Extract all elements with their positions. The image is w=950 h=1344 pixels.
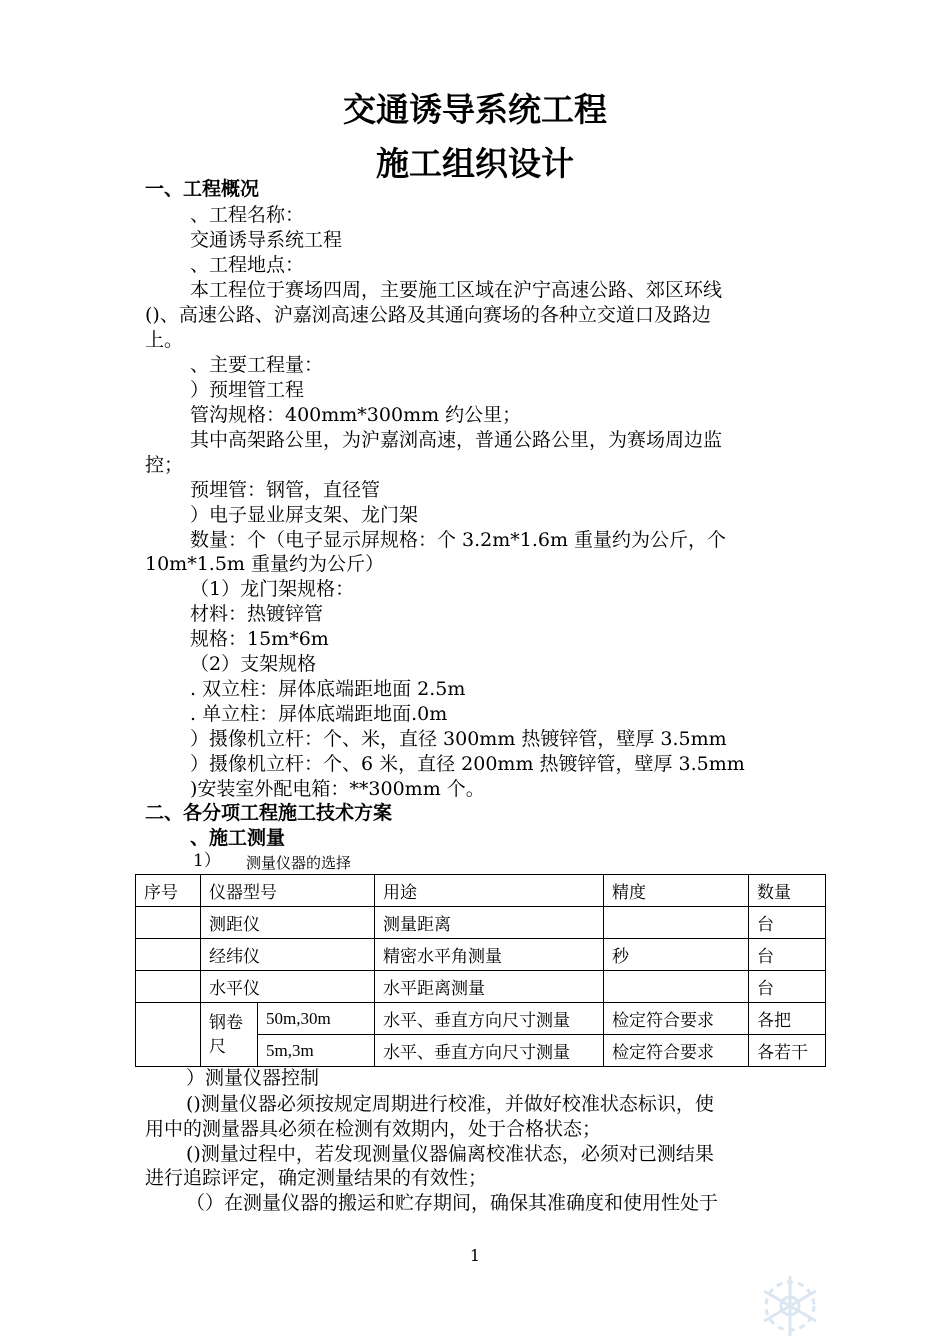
table-cell [136,971,201,1003]
body-line: ）摄像机立杆：个、米，直径 300mm 热镀锌管，壁厚 3.5mm [190,728,727,750]
table-cell [136,1003,201,1067]
body-line: 、工程地点： [190,254,305,276]
table-cell [604,907,749,939]
table-cell: 精密水平角测量 [375,939,604,971]
body-line: ()测量过程中，若发现测量仪器偏离校准状态，必须对已测结果 [186,1143,714,1165]
body-line: ）预埋管工程 [190,379,305,401]
body-line: （1）龙门架规格： [190,578,355,600]
instrument-table [135,874,826,1067]
body-line: （）在测量仪器的搬运和贮存期间，确保其准确度和使用性处于 [186,1192,719,1214]
section-heading-overview: 一、工程概况 [145,178,260,200]
tape-measure-name-cell: 钢卷尺 [201,1003,258,1067]
table-header-row [136,875,826,907]
body-line: ）摄像机立杆：个、6 米，直径 200mm 热镀锌管，壁厚 3.5mm [190,753,745,775]
header-cell: 用途 [375,875,604,907]
body-line: 用中的测量器具必须在检测有效期内，处于合格状态； [145,1118,602,1140]
table-cell [136,939,201,971]
document-title-line1: 交通诱导系统工程 [343,90,607,129]
table-cell: 台 [749,939,826,971]
table-cell: 检定符合要求 [604,1035,749,1067]
body-line: 其中高架路公里，为沪嘉浏高速，普通公路公里，为赛场周边监 [190,429,723,451]
table-row [136,939,826,971]
table-cell: 测量距离 [375,907,604,939]
table-cell: 水平仪 [201,971,375,1003]
body-line: 、工程名称： [190,204,305,226]
header-cell: 数量 [749,875,826,907]
table-caption: 测量仪器的选择 [246,854,352,872]
subsection-heading-survey: 、施工测量 [190,827,286,849]
table-row [136,971,826,1003]
table-cell: 水平距离测量 [375,971,604,1003]
table-cell: 测距仪 [201,907,375,939]
body-line: 控； [145,454,184,476]
table-cell: 各把 [749,1003,826,1035]
header-cell: 精度 [604,875,749,907]
body-line: （2）支架规格 [190,653,317,675]
snowflake-watermark-icon [756,1272,824,1340]
page-number: 1 [469,1246,481,1265]
table-cell: 水平、垂直方向尺寸测量 [375,1003,604,1035]
body-line: ()、高速公路、沪嘉浏高速公路及其通向赛场的各种立交道口及路边 [145,304,711,326]
header-cell: 序号 [136,875,201,907]
table-cell: 各若干 [749,1035,826,1067]
body-line: 材料：热镀锌管 [190,603,324,625]
table-cell: 50m,30m [258,1003,375,1035]
body-line: 数量：个（电子显示屏规格：个 3.2m*1.6m 重量约为公斤，个 [190,529,727,551]
body-line: . 单立柱：屏体底端距地面.0m [190,703,448,725]
header-cell: 仪器型号 [201,875,375,907]
table-caption-number: 1） [193,851,221,871]
table-cell: 秒 [604,939,749,971]
body-line: 规格：15m*6m [190,628,329,650]
table-cell: 经纬仪 [201,939,375,971]
table-cell: 水平、垂直方向尺寸测量 [375,1035,604,1067]
body-line: 预埋管：钢管，直径管 [190,479,381,501]
body-line: ()测量仪器必须按规定周期进行校准，并做好校准状态标识，使 [186,1093,714,1115]
table-cell: 台 [749,971,826,1003]
document-title-line2: 施工组织设计 [376,144,574,183]
body-line: ）电子显业屏支架、龙门架 [190,504,419,526]
table-row [136,1003,826,1035]
table-cell [136,907,201,939]
body-line: . 双立柱：屏体底端距地面 2.5m [190,678,466,700]
body-line: 10m*1.5m 重量约为公斤） [145,553,384,575]
body-line: ）测量仪器控制 [186,1067,320,1089]
body-line: )安装室外配电箱：**300mm 个。 [190,778,485,800]
section-heading-technical: 二、各分项工程施工技术方案 [145,802,393,824]
body-line: 交通诱导系统工程 [190,229,343,251]
table-cell: 台 [749,907,826,939]
body-line: 、主要工程量： [190,354,324,376]
body-line: 进行追踪评定，确定测量结果的有效性； [145,1167,488,1189]
table-cell: 检定符合要求 [604,1003,749,1035]
table-cell: 5m,3m [258,1035,375,1067]
body-line: 本工程位于赛场四周，主要施工区域在沪宁高速公路、郊区环线 [190,279,723,301]
table-cell [604,971,749,1003]
body-line: 管沟规格：400mm*300mm 约公里； [190,404,522,426]
body-line: 上。 [145,329,184,351]
table-row [136,907,826,939]
